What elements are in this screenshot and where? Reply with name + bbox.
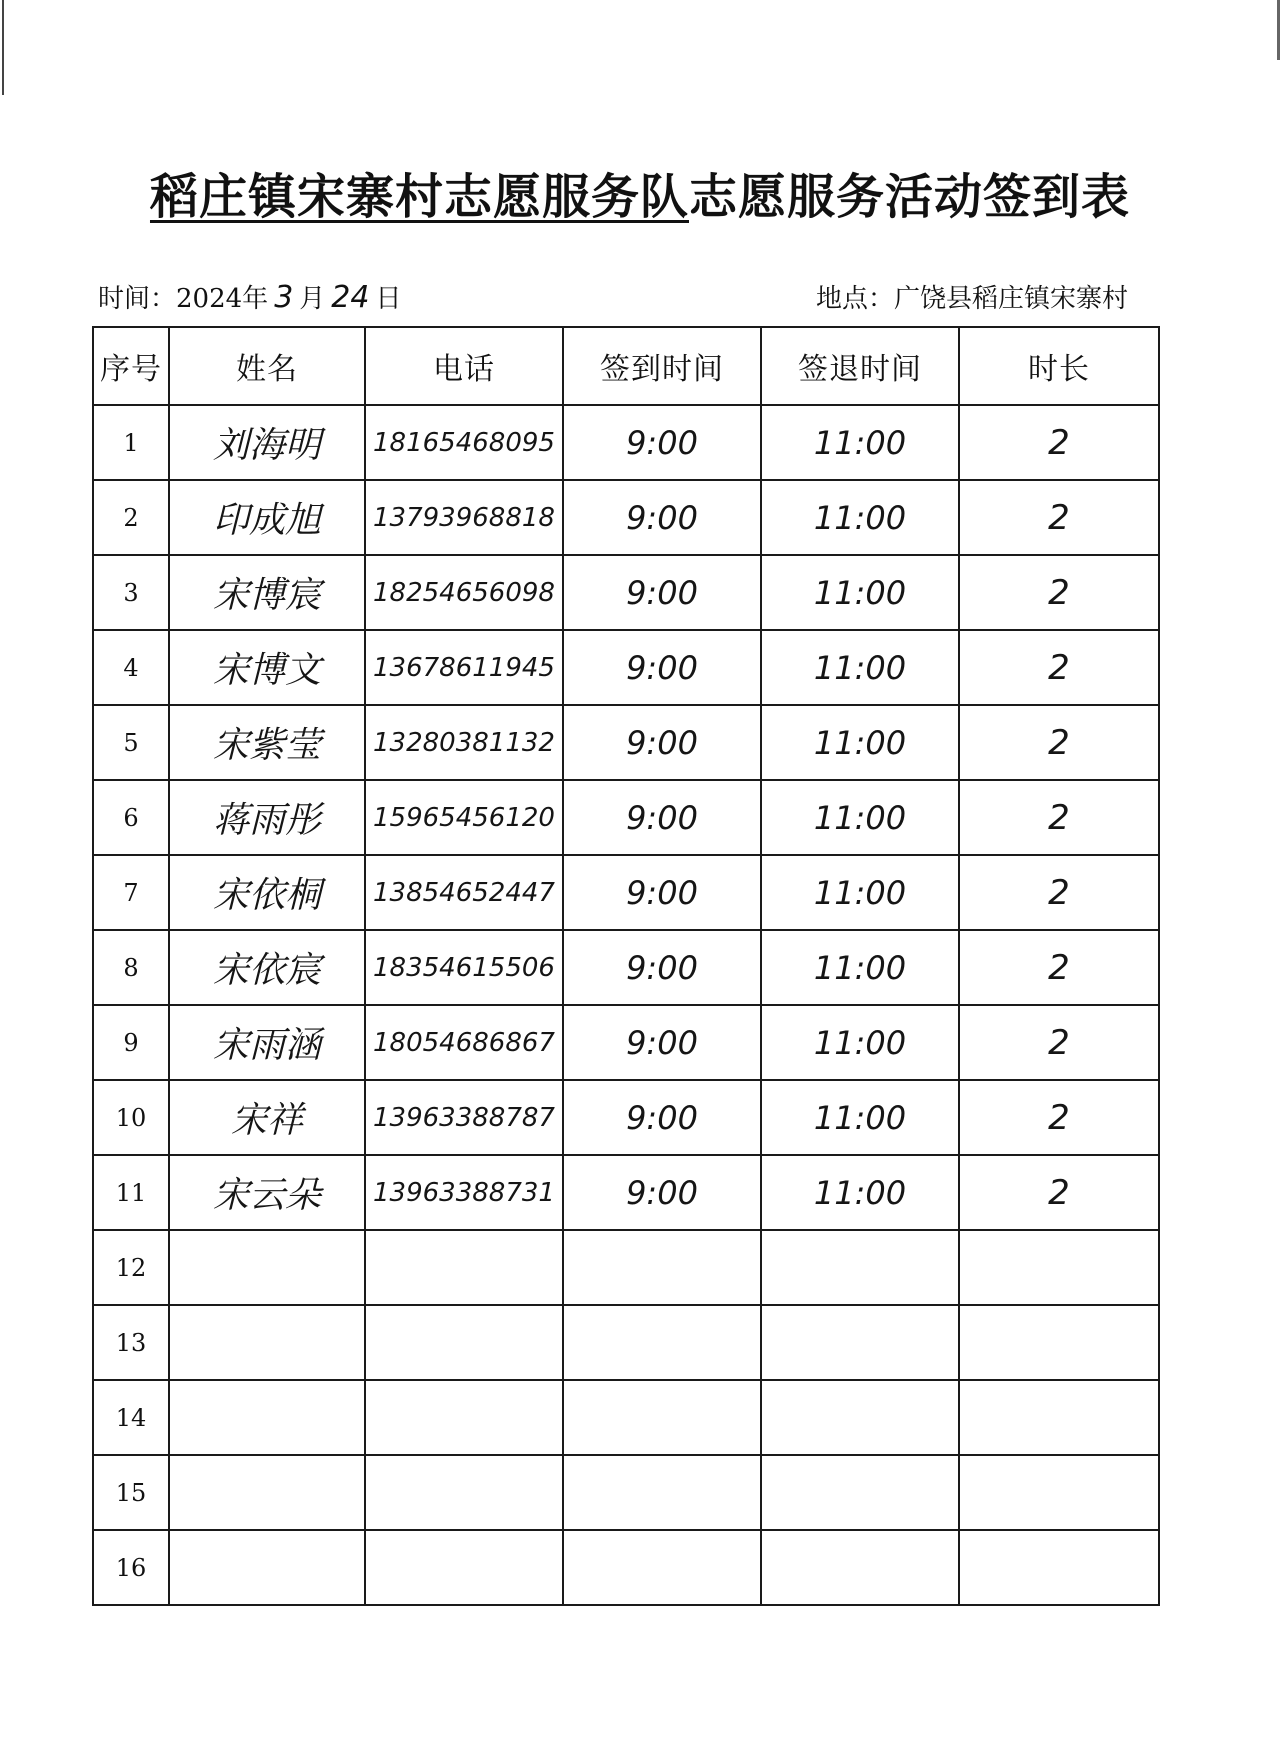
cell-name: 蒋雨彤 (169, 780, 365, 855)
cell-sign-out: 11:00 (761, 480, 959, 555)
cell-sign-out: 11:00 (761, 930, 959, 1005)
cell-seq: 12 (93, 1230, 169, 1305)
cell-sign-out: 11:00 (761, 555, 959, 630)
cell-duration (959, 1230, 1159, 1305)
cell-seq: 3 (93, 555, 169, 630)
header-sign-in: 签到时间 (563, 327, 761, 405)
cell-phone: 13854652447 (365, 855, 563, 930)
cell-duration: 2 (959, 405, 1159, 480)
cell-seq: 15 (93, 1455, 169, 1530)
table-row (93, 480, 1159, 555)
cell-seq: 13 (93, 1305, 169, 1380)
cell-duration: 2 (959, 630, 1159, 705)
time-label: 时间： (98, 284, 177, 314)
cell-seq: 1 (93, 405, 169, 480)
cell-seq: 9 (93, 1005, 169, 1080)
cell-duration (959, 1530, 1159, 1605)
table-row (93, 1530, 1159, 1605)
cell-duration: 2 (959, 930, 1159, 1005)
cell-sign-in: 9:00 (563, 480, 761, 555)
cell-sign-out (761, 1380, 959, 1455)
cell-duration: 2 (959, 855, 1159, 930)
cell-sign-out (761, 1530, 959, 1605)
cell-phone (365, 1455, 563, 1530)
cell-sign-in: 9:00 (563, 405, 761, 480)
table-row (93, 780, 1159, 855)
cell-name: 宋云朵 (169, 1155, 365, 1230)
cell-name: 宋博文 (169, 630, 365, 705)
cell-duration: 2 (959, 780, 1159, 855)
cell-sign-out: 11:00 (761, 780, 959, 855)
cell-duration (959, 1305, 1159, 1380)
time-day-value: 24 (331, 280, 370, 315)
title-underlined-part: 稻庄镇宋寨村志愿服务队 (149, 169, 689, 225)
cell-seq: 16 (93, 1530, 169, 1605)
cell-name (169, 1455, 365, 1530)
cell-phone: 13793968818 (365, 480, 563, 555)
cell-name: 宋雨涵 (169, 1005, 365, 1080)
table-body (93, 405, 1159, 1605)
cell-name: 宋博宸 (169, 555, 365, 630)
table-row (93, 1305, 1159, 1380)
cell-phone (365, 1230, 563, 1305)
time-month-value: 3 (274, 280, 294, 315)
header-name: 姓名 (169, 327, 365, 405)
cell-duration (959, 1455, 1159, 1530)
cell-sign-out (761, 1230, 959, 1305)
cell-seq: 5 (93, 705, 169, 780)
table-row (93, 1005, 1159, 1080)
cell-sign-in: 9:00 (563, 705, 761, 780)
cell-sign-in (563, 1455, 761, 1530)
cell-sign-in (563, 1380, 761, 1455)
header-sign-out: 签退时间 (761, 327, 959, 405)
table-row (93, 930, 1159, 1005)
cell-sign-in: 9:00 (563, 630, 761, 705)
cell-phone (365, 1530, 563, 1605)
cell-sign-in (563, 1530, 761, 1605)
cell-sign-in (563, 1305, 761, 1380)
cell-name (169, 1380, 365, 1455)
time-month-unit: 月 (299, 284, 326, 314)
cell-duration: 2 (959, 705, 1159, 780)
cell-duration: 2 (959, 1005, 1159, 1080)
table-row (93, 1155, 1159, 1230)
cell-sign-in: 9:00 (563, 1080, 761, 1155)
title-rest-part: 志愿服务活动签到表 (689, 169, 1131, 225)
table-row (93, 705, 1159, 780)
cell-phone: 13963388787 (365, 1080, 563, 1155)
table-row (93, 1380, 1159, 1455)
cell-sign-in: 9:00 (563, 855, 761, 930)
header-duration: 时长 (959, 327, 1159, 405)
cell-seq: 14 (93, 1380, 169, 1455)
cell-duration: 2 (959, 480, 1159, 555)
cell-sign-out: 11:00 (761, 705, 959, 780)
cell-sign-out: 11:00 (761, 630, 959, 705)
cell-duration: 2 (959, 555, 1159, 630)
cell-seq: 4 (93, 630, 169, 705)
cell-duration (959, 1380, 1159, 1455)
meta-time (98, 278, 402, 315)
table-row (93, 630, 1159, 705)
table-row (93, 555, 1159, 630)
page-title (0, 158, 1280, 227)
table-row (93, 1455, 1159, 1530)
cell-seq: 7 (93, 855, 169, 930)
cell-sign-in: 9:00 (563, 780, 761, 855)
cell-phone: 15965456120 (365, 780, 563, 855)
meta-place: 地点：广饶县稻庄镇宋寨村 (815, 284, 1128, 314)
cell-name (169, 1530, 365, 1605)
cell-phone: 13280381132 (365, 705, 563, 780)
scan-edge-left (2, 0, 4, 95)
cell-sign-out (761, 1455, 959, 1530)
cell-name: 宋依宸 (169, 930, 365, 1005)
cell-sign-in: 9:00 (563, 930, 761, 1005)
cell-name: 宋依桐 (169, 855, 365, 930)
cell-phone (365, 1305, 563, 1380)
cell-name: 印成旭 (169, 480, 365, 555)
cell-duration: 2 (959, 1080, 1159, 1155)
cell-name: 宋紫莹 (169, 705, 365, 780)
meta-row (98, 278, 1128, 318)
cell-sign-in: 9:00 (563, 1155, 761, 1230)
cell-name: 宋祥 (169, 1080, 365, 1155)
cell-sign-in: 9:00 (563, 1005, 761, 1080)
table-row (93, 855, 1159, 930)
cell-sign-in: 9:00 (563, 555, 761, 630)
cell-seq: 8 (93, 930, 169, 1005)
cell-sign-out: 11:00 (761, 855, 959, 930)
header-row (93, 327, 1159, 405)
header-seq: 序号 (93, 327, 169, 405)
cell-sign-out: 11:00 (761, 1005, 959, 1080)
cell-name (169, 1305, 365, 1380)
table-row (93, 405, 1159, 480)
cell-seq: 11 (93, 1155, 169, 1230)
cell-phone: 13678611945 (365, 630, 563, 705)
cell-sign-in (563, 1230, 761, 1305)
cell-phone (365, 1380, 563, 1455)
cell-phone: 18054686867 (365, 1005, 563, 1080)
time-day-unit: 日 (375, 284, 402, 314)
cell-sign-out: 11:00 (761, 1155, 959, 1230)
header-phone: 电话 (365, 327, 563, 405)
time-year: 2024年 (176, 284, 269, 314)
cell-duration: 2 (959, 1155, 1159, 1230)
cell-name: 刘海明 (169, 405, 365, 480)
cell-phone: 18165468095 (365, 405, 563, 480)
table-row (93, 1230, 1159, 1305)
cell-sign-out (761, 1305, 959, 1380)
cell-sign-out: 11:00 (761, 1080, 959, 1155)
cell-seq: 10 (93, 1080, 169, 1155)
cell-phone: 13963388731 (365, 1155, 563, 1230)
cell-seq: 2 (93, 480, 169, 555)
cell-phone: 18354615506 (365, 930, 563, 1005)
cell-seq: 6 (93, 780, 169, 855)
table-row (93, 1080, 1159, 1155)
cell-phone: 18254656098 (365, 555, 563, 630)
signin-table (92, 326, 1160, 1606)
cell-sign-out: 11:00 (761, 405, 959, 480)
cell-name (169, 1230, 365, 1305)
